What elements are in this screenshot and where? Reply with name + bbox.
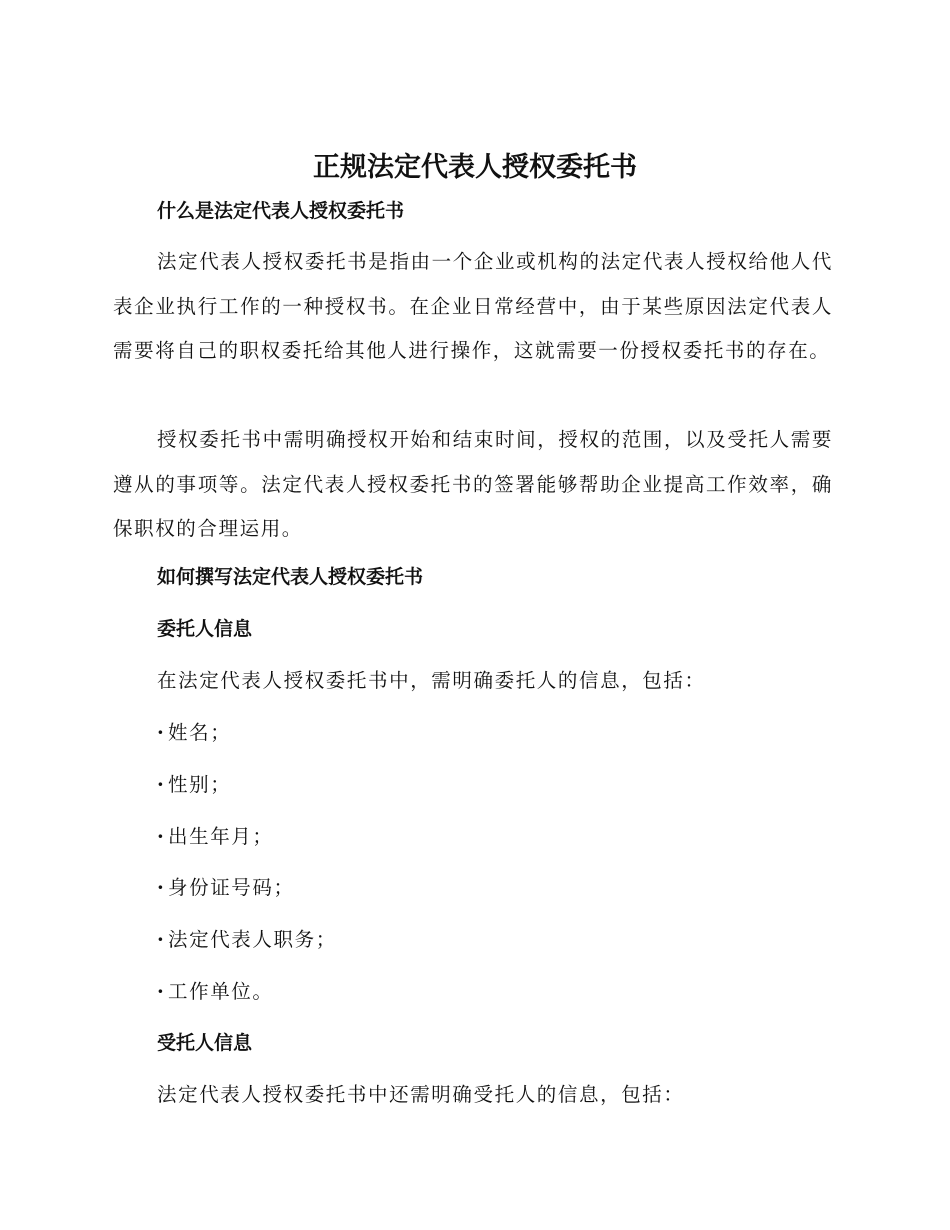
section-heading-how-to-write: 如何撰写法定代表人授权委托书 — [157, 566, 424, 588]
bullet-icon: · — [157, 876, 166, 899]
principal-info-list-item — [157, 770, 231, 800]
section-heading-what-is: 什么是法定代表人授权委托书 — [157, 200, 405, 222]
list-item-text: 工作单位。 — [168, 980, 274, 1003]
bullet-icon: · — [157, 980, 166, 1003]
principal-info-list-item — [157, 977, 274, 1007]
principal-info-list-item — [157, 718, 231, 748]
bullet-icon: · — [157, 825, 166, 848]
principal-info-intro: 在法定代表人授权委托书中，需明确委托人的信息，包括： — [157, 669, 706, 692]
bullet-icon: · — [157, 721, 166, 744]
bullet-icon: · — [157, 773, 166, 796]
list-item-text: 身份证号码； — [168, 876, 295, 899]
list-item-text: 出生年月； — [168, 825, 274, 848]
principal-info-list-item — [157, 873, 295, 903]
agent-info-intro: 法定代表人授权委托书中还需明确受托人的信息，包括： — [157, 1083, 685, 1106]
subheading-principal-info: 委托人信息 — [157, 618, 253, 640]
subheading-agent-info: 受托人信息 — [157, 1032, 253, 1054]
paragraph-definition: 法定代表人授权委托书是指由一个企业或机构的法定代表人授权给他人代表企业执行工作的一种授权书。在企业日常经营中，由于某些原因法定代表人需要将自己的职权委托给其他人进行操作，这就需要一份授权委托书的存在。 — [113, 250, 833, 362]
list-item-text: 姓名； — [168, 721, 232, 744]
principal-info-list-item — [157, 925, 337, 955]
list-item-text: 法定代表人职务； — [168, 928, 337, 951]
paragraph-scope: 授权委托书中需明确授权开始和结束时间，授权的范围，以及受托人需要遵从的事项等。法定代表人授权委托书的签署能够帮助企业提高工作效率，确保职权的合理运用。 — [113, 428, 833, 540]
principal-info-list-item — [157, 822, 274, 852]
bullet-icon: · — [157, 928, 166, 951]
list-item-text: 性别； — [168, 773, 232, 796]
document-title: 正规法定代表人授权委托书 — [313, 152, 637, 183]
